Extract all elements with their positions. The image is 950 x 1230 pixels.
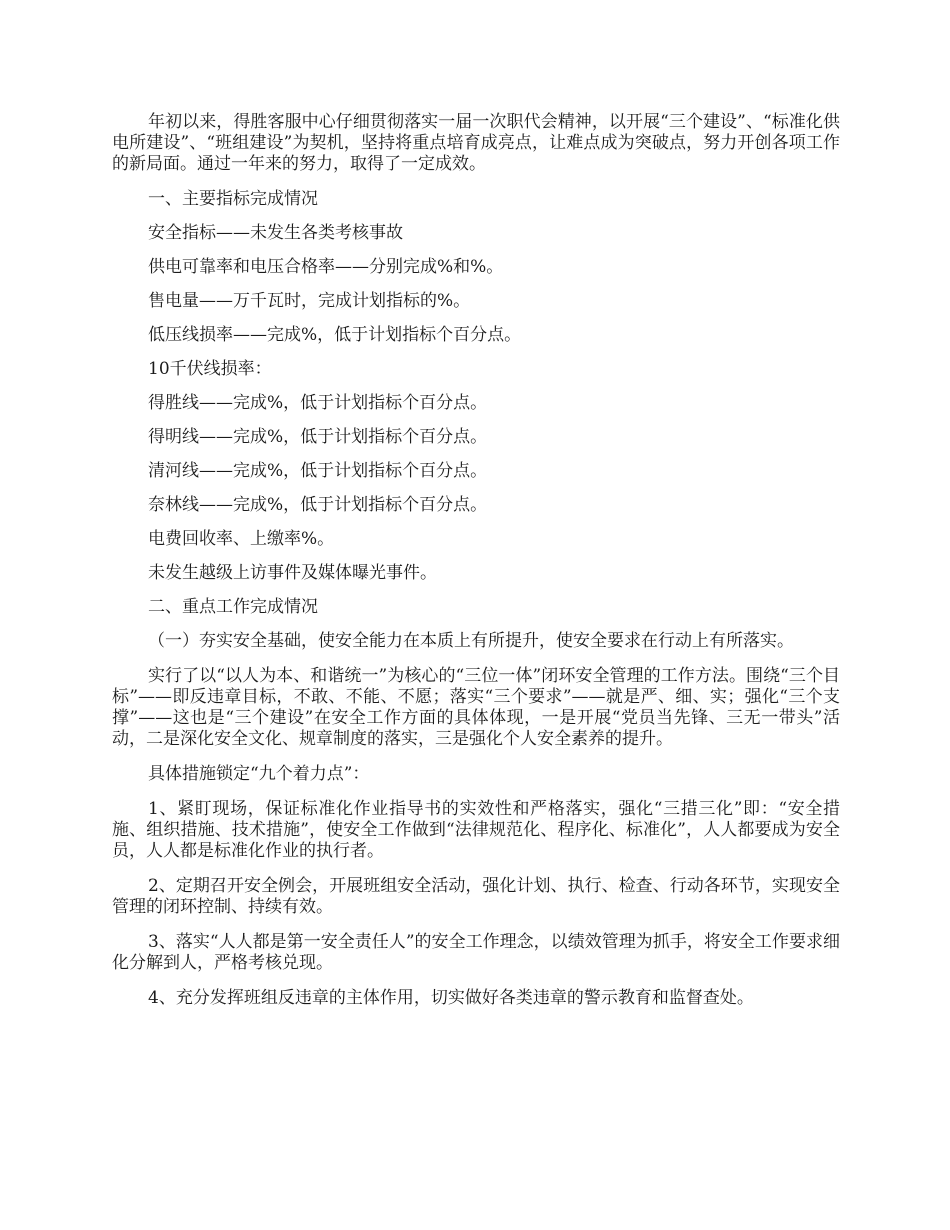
intro-paragraph: 年初以来，得胜客服中心仔细贯彻落实一届一次职代会精神，以开展“三个建设”、“标准化供电所建设”、“班组建设”为契机，坚持将重点培育成亮点，让难点成为突破点，努力开创各项工作的新局面。通过一年来的努力，取得了一定成效。 <box>112 112 840 174</box>
section-heading-key-work: 二、重点工作完成情况 <box>148 597 318 617</box>
line-qinghe: 清河线——完成%，低于计划指标个百分点。 <box>148 461 488 481</box>
indicator-low-voltage-loss: 低压线损率——完成%，低于计划指标个百分点。 <box>148 325 522 345</box>
measure-item-4: 4、充分发挥班组反违章的主体作用，切实做好各类违章的警示教育和监督查处。 <box>148 988 754 1008</box>
measure-item-2: 2、定期召开安全例会，开展班组安全活动，强化计划、执行、检查、行动各环节，实现安全管理的闭环控制、持续有效。 <box>112 876 840 917</box>
indicator-fee-recovery: 电费回收率、上缴率%。 <box>148 529 335 549</box>
measure-item-3: 3、落实“人人都是第一安全责任人”的安全工作理念，以绩效管理为抓手，将安全工作要求细化分解到人，严格考核兑现。 <box>112 932 840 973</box>
indicator-safety: 安全指标——未发生各类考核事故 <box>148 223 403 243</box>
indicator-no-incidents: 未发生越级上访事件及媒体曝光事件。 <box>148 563 437 583</box>
nine-focus-points-intro: 具体措施锁定“九个着力点”： <box>148 764 370 784</box>
indicator-reliability: 供电可靠率和电压合格率——分别完成%和%。 <box>148 257 504 277</box>
line-desheng: 得胜线——完成%，低于计划指标个百分点。 <box>148 393 488 413</box>
section-heading-main-indicators: 一、主要指标完成情况 <box>148 189 318 209</box>
indicator-sales: 售电量——万千瓦时，完成计划指标的%。 <box>148 291 471 311</box>
document-page <box>112 112 840 1023</box>
safety-method-paragraph: 实行了以“以人为本、和谐统一”为核心的“三位一体”闭环安全管理的工作方法。围绕“三个目标”——即反违章目标，不敢、不能、不愿；落实“三个要求”——就是严、细、实；强化“三个支撑”——这也是“三个建设”在安全工作方面的具体体现，一是开展“党员当先锋、三无一带头”活动，二是深化安全文化、规章制度的落实，三是强化个人安全素养的提升。 <box>112 666 840 749</box>
line-nailin: 奈林线——完成%，低于计划指标个百分点。 <box>148 495 488 515</box>
line-deming: 得明线——完成%，低于计划指标个百分点。 <box>148 427 488 447</box>
subsection-heading-safety: （一）夯实安全基础，使安全能力在本质上有所提升，使安全要求在行动上有所落实。 <box>148 631 794 651</box>
measure-item-1: 1、紧盯现场，保证标准化作业指导书的实效性和严格落实，强化“三措三化”即：“安全措施、组织措施、技术措施”，使安全工作做到“法律规范化、程序化、标准化”，人人都要成为安全员，人人都是标准化作业的执行者。 <box>112 799 840 861</box>
indicator-10kv-loss: 10千伏线损率： <box>148 359 272 379</box>
